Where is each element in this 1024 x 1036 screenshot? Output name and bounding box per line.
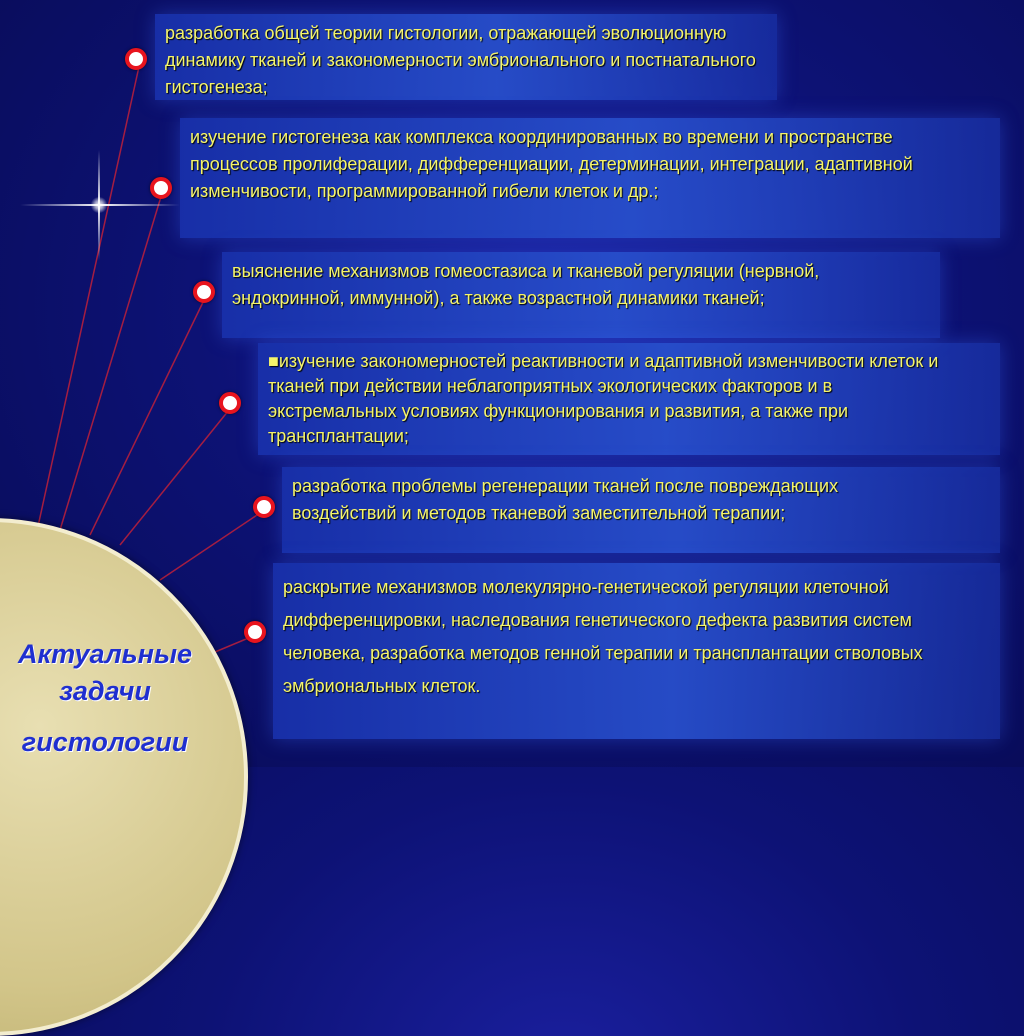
task-text: раскрытие механизмов молекулярно-генетической регуляции клеточной дифференцировки, наследования генетического дефекта развития систем человека, разработка методов генной терапии и трансплантации стволовых эмбриональных клеток. — [283, 577, 923, 696]
task-box-6 — [273, 563, 1000, 739]
task-text: изучение гистогенеза как комплекса координированных во времени и пространстве процессов пролиферации, дифференциации, детерминации, интеграции, адаптивной изменчивости, программированной гибели клеток и др.; — [190, 127, 913, 201]
task-box-3 — [222, 252, 940, 338]
corner-title-line-1: Актуальные — [17, 639, 193, 669]
ray-line — [160, 509, 266, 580]
task-text: разработка общей теории гистологии, отражающей эволюционную динамику тканей и закономерности эмбрионального и постнатального гистогенеза; — [165, 23, 756, 97]
bullet-marker-1 — [125, 48, 147, 70]
task-text: выяснение механизмов гомеостазиса и тканевой регуляции (нервной, эндокринной, иммунной), а также возрастной динамики тканей; — [232, 261, 820, 308]
corner-title-line-2: задачи — [59, 676, 151, 706]
task-text: разработка проблемы регенерации тканей после повреждающих воздействий и методов тканевой заместительной терапии; — [292, 476, 839, 523]
task-box-2 — [180, 118, 1000, 238]
bullet-marker-6 — [244, 621, 266, 643]
star-core — [90, 197, 108, 213]
corner-title-line-3: гистологии — [21, 727, 189, 757]
bullet-marker-5 — [253, 496, 275, 518]
corner-title — [0, 636, 210, 761]
ray-line — [35, 62, 140, 540]
task-box-4 — [258, 343, 1000, 455]
task-box-5 — [282, 467, 1000, 553]
task-box-1 — [155, 14, 777, 100]
ray-line — [90, 294, 207, 535]
bullet-marker-3 — [193, 281, 215, 303]
task-text: ■изучение закономерностей реактивности и адаптивной изменчивости клеток и тканей при действии неблагоприятных экологических факторов и в экстремальных условиях функционирования и развития, а также при трансплантации; — [268, 351, 939, 446]
ray-line — [60, 190, 163, 530]
bullet-marker-4 — [219, 392, 241, 414]
ray-line — [120, 405, 233, 545]
bullet-marker-2 — [150, 177, 172, 199]
